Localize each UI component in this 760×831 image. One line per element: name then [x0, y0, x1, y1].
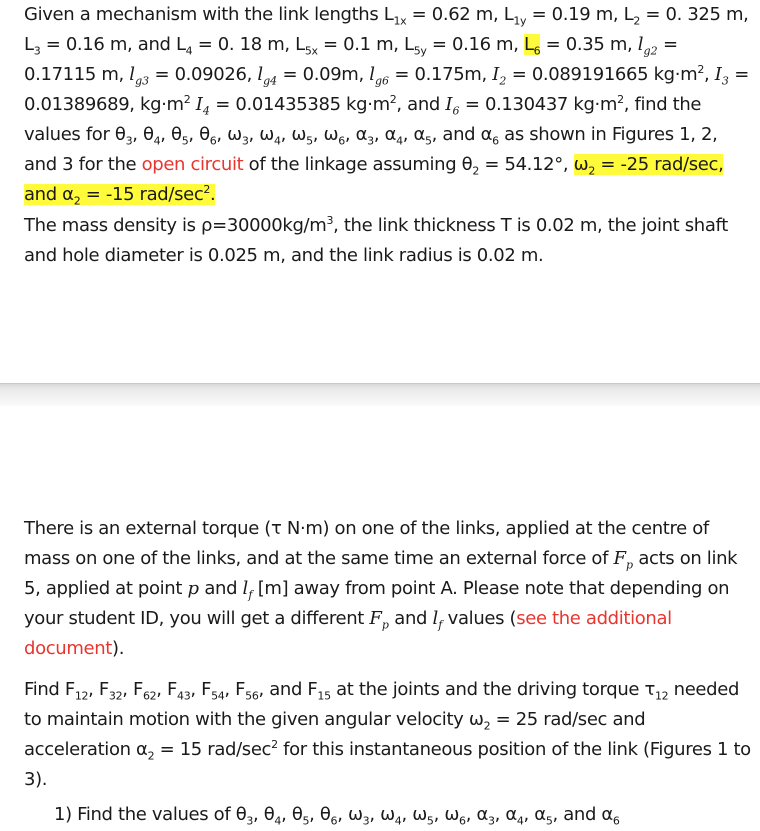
forces-task-paragraph: Find $F_{12}$, $F_{32}$, $F_{62}$, $F_{43}$, $F_{54}$, $F_{56}$, and $F_{15}$ at the joints and the driving torque $\tau_{12}$ needed to maintain motion with the given angular velocity $\omega_2 = 25$ rad/sec and acceleration $\alpha_2 = 15$ rad/$\sec^2$ for this instantaneous position of the link (Figures 1 to 3).	[24, 679, 751, 790]
l6-highlight: $L_6$	[523, 34, 541, 58]
open-circuit-text: open circuit	[141, 154, 244, 175]
omega-alpha-highlight: $\omega_2 = -25$ rad/sec, and $\alpha_2 = -15$ rad/$\sec^2$.	[24, 154, 724, 208]
page-divider	[0, 384, 760, 406]
list-item-1: 1) Find the values of $\theta_3$, $\theta_4$, $\theta_5$, $\theta_6$, $\omega_3$, $\omega_4$, $\omega_5$, $\omega_6$, $\alpha_3$, $\alpha_4$, $\alpha_5$, and $\alpha_6$	[54, 804, 620, 828]
material-properties: The mass density is $\rho=30000kg/m^3$, the link thickness T is 0.02 m, the joint shaft and hole diameter is 0.025 m, and the link radius is 0.02 m.	[24, 214, 728, 266]
additional-document-link[interactable]: see the additional document	[24, 608, 672, 659]
problem-statement: Given a mechanism with the link lengths $L_{1x} = 0.62$ m, $L_{1y} = 0.19$ m, $L_2 = 0$. 325 m, $L_3 = 0.16$ m, and $L_4 = 0$. 18 m, $L_{5x} = 0.1$ m, $L_{5y} = 0.16$ m, $L_6 = 0.35$ m, $l_{g2} = 0.17115$ m, $l_{g3} = 0.09026$, $l_{g4} = 0.09m$, $l_{g6} = 0.175m$, $I_2 = 0.089191665$ $kg\cdot m^2$, $I_3 = 0.01389689$, $kg\cdot m^2$ $I_4 = 0.01435385$ $kg\cdot m^2$, and $I_6 = 0.130437$ $kg\cdot m^2$, find the values for $\theta_3$, $\theta_4$, $\theta_5$, $\theta_6$, $\omega_3$, $\omega_4$, $\omega_5$, $\omega_6$, $\alpha_3$, $\alpha_4$, $\alpha_5$, and $\alpha_6$ as shown in Figures 1, 2, and 3 for the open circuit of the linkage assuming $\theta_2 = 54.12^\circ$, $\omega_2 = -25$ rad/sec, and $\alpha_2 = -15$ rad/$\sec^2$.	[24, 4, 749, 208]
external-loads-paragraph: There is an external torque (τ N·m) on one of the links, applied at the centre of mass on one of the links, and at the same time an external force of $F_p$ acts on link 5, applied at point p and $l_f$ [m] away from point A. Please note that depending on your student ID, you will get a different $F_p$ and $l_f$ values (see the additional document).	[24, 518, 738, 659]
